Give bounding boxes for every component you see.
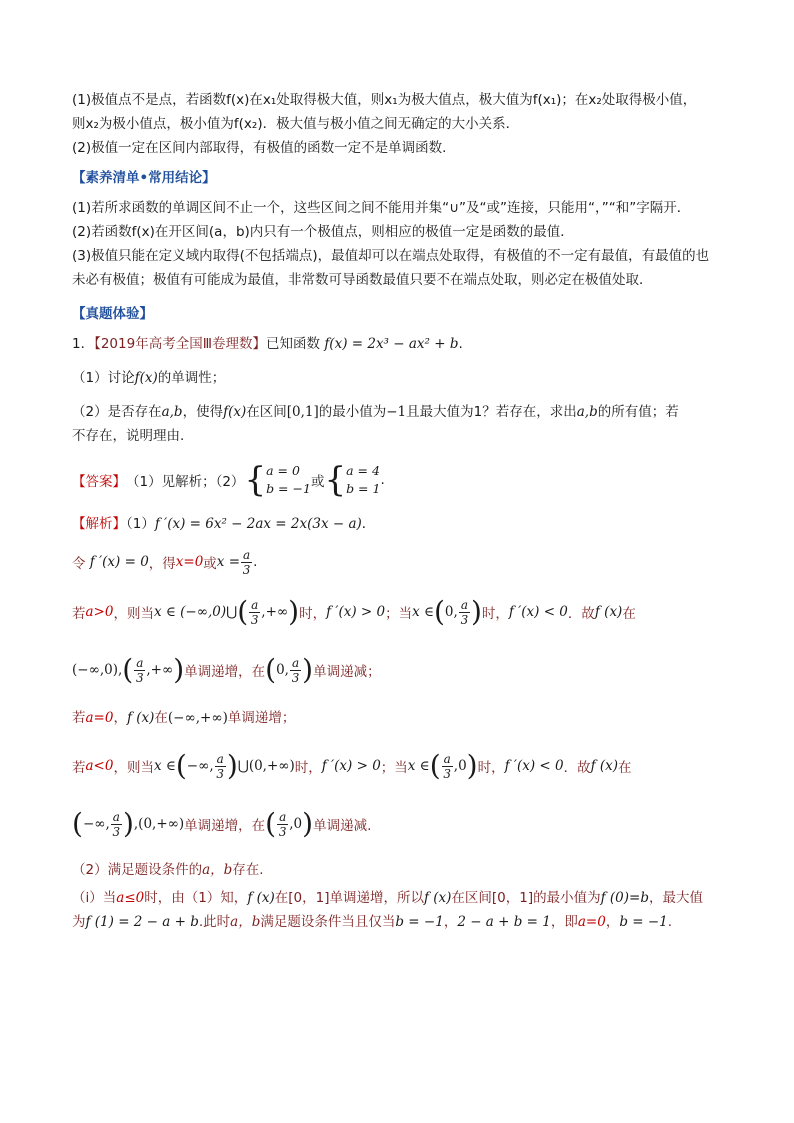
q2-func: f(x): [223, 404, 247, 420]
l6-t6: 在: [618, 760, 632, 776]
l4-frac2: [290, 656, 301, 685]
l6-neg: −∞,: [186, 758, 214, 774]
l10-t2: 满足题设条件当且仅当: [260, 914, 396, 930]
answer-or: 或: [310, 474, 325, 490]
l10-t4: ，: [605, 914, 620, 930]
conclusion-2: (2)若函数f(x)在开区间(a，b)内只有一个极值点，则相应的极值一定是函数的最值．: [72, 224, 574, 240]
l4-inf: ,+∞: [146, 662, 174, 678]
rparen: ): [466, 749, 478, 782]
l7-t2: 单调递减.: [313, 818, 372, 834]
analysis-line-6: [72, 744, 732, 788]
l3-t2: 时，: [299, 606, 327, 622]
l3-frac-n: a: [251, 597, 259, 612]
l3-t3: ；当: [385, 606, 413, 622]
l10-a0: a=0: [577, 914, 606, 930]
sys1-a: a = 0: [266, 463, 300, 478]
l9-cond: a≤0: [116, 890, 145, 906]
l6-x: x ∈: [153, 758, 176, 774]
l7-int: ,(0,+∞): [133, 816, 185, 832]
analysis-line-1: [72, 512, 732, 536]
problem-stem: [72, 332, 732, 356]
l4-frac: [134, 656, 145, 685]
lparen: (: [122, 653, 134, 686]
l6-t1: ，则当: [113, 760, 154, 776]
q1-post: 的单调性；: [157, 370, 226, 386]
l10-eq: 2 − a + b = 1: [457, 914, 551, 930]
l6-t5: ．故: [563, 760, 591, 776]
l4-t1: 单调递增，在: [184, 664, 266, 680]
l4-frac2-d: 3: [291, 670, 300, 685]
answer-tag: 【答案】: [72, 474, 126, 490]
q2-interval: [0,1]: [286, 404, 319, 420]
l7-neg: −∞,: [82, 816, 110, 832]
l10-b: b = −1: [395, 914, 444, 930]
q2-rest3: 的所有值；若: [597, 404, 679, 420]
l3-inf: ,+∞: [261, 604, 289, 620]
l6-frac-n: a: [216, 751, 224, 766]
l3-cond: a>0: [85, 604, 114, 620]
l9-t1: 时，由（1）知，: [144, 890, 248, 906]
q2-ab: a,b: [161, 404, 183, 420]
section-exam-heading: 【真题体验】: [72, 306, 153, 322]
l6-cond: a<0: [85, 758, 114, 774]
l5-f: f (x): [126, 710, 155, 726]
l6-f: f (x): [590, 758, 619, 774]
analysis-line-5: [72, 706, 732, 730]
analysis-line-7: [72, 802, 732, 846]
question-2: [72, 400, 732, 424]
rparen: ): [302, 807, 314, 840]
brace-2: {: [324, 460, 347, 500]
l6-t3: ；当: [380, 760, 408, 776]
l4-frac2-n: a: [291, 655, 300, 670]
l10-b2: b = −1: [619, 914, 668, 930]
answer-part1: （1）见解析；（2）: [126, 474, 245, 490]
derivative: f ′(x) = 6x² − 2ax = 2x(3x − a): [154, 516, 362, 532]
l2-x: x =: [216, 554, 241, 570]
l3-x: x ∈ (−∞,0): [153, 604, 227, 620]
q2-ab2: a,b: [576, 404, 598, 420]
l4-t2: 单调递减；: [313, 664, 381, 680]
l5-if: 若: [72, 710, 86, 726]
lparen: (: [265, 807, 277, 840]
l10-t1: .此时: [198, 914, 231, 930]
l3-t5: ．故: [567, 606, 595, 622]
q2-mid: ，使得: [182, 404, 224, 420]
sys1-b: b = −1: [266, 481, 311, 496]
l6-frac2-d: 3: [443, 766, 452, 781]
l7-frac2-d: 3: [278, 824, 287, 839]
note-2: (2)极值一定在区间内部取得，有极值的函数一定不是单调函数.: [72, 140, 447, 156]
l9-t2: 在[0，1]单调递增，所以: [274, 890, 424, 906]
conclusion-1: (1)若所求函数的单调区间不止一个，这些区间之间不能用并集“∪”及“或”连接，只能用“，”“和”字隔开．: [72, 200, 691, 216]
l6-t2: 时，: [294, 760, 322, 776]
l6-lt: f ′(x) < 0: [504, 758, 564, 774]
analysis-line-4: [72, 648, 732, 692]
l3-frac2-n: a: [460, 597, 468, 612]
l4-frac-n: a: [136, 655, 144, 670]
q2-pre: （2）是否存在: [72, 404, 162, 420]
lparen: (: [429, 749, 441, 782]
answer-end: .: [380, 472, 385, 488]
l6-gt: f ′(x) > 0: [321, 758, 381, 774]
l6-frac: [215, 752, 226, 781]
problem-source: 【2019年高考全国Ⅲ卷理数】: [94, 336, 267, 352]
q2-rest2: 且最大值为1？若存在，求出: [406, 404, 577, 420]
l4-zero: 0,: [276, 662, 289, 678]
l2-or: 或: [203, 556, 217, 572]
l3-zero: 0,: [444, 604, 458, 620]
l4-frac-d: 3: [135, 670, 144, 685]
rparen: ): [173, 653, 185, 686]
l3-frac: [249, 598, 260, 627]
l3-frac2: [459, 598, 470, 627]
q2-rest: 的最小值为: [318, 404, 387, 420]
analysis-line-10: [72, 910, 732, 934]
l2-eq: f ′(x) = 0: [89, 554, 149, 570]
question-1: [72, 366, 732, 390]
lparen: (: [237, 595, 249, 628]
rparen: ): [302, 653, 314, 686]
conclusion-3: (3)极值只能在定义域内取得(不包括端点)，最值却可以在端点处取得，有极值的不一定有最值，有最值的也: [72, 248, 710, 264]
l8-text: （2）满足题设条件的: [72, 862, 203, 878]
q2-in: 在区间: [246, 404, 287, 420]
l7-t1: 单调递增，在: [184, 818, 266, 834]
l10-end: .: [667, 914, 673, 930]
l6-x2: x ∈: [407, 758, 430, 774]
problem-number: 1．: [72, 336, 95, 352]
lparen: (: [433, 595, 445, 628]
l5-t2: 在: [154, 710, 168, 726]
system-2: [346, 462, 380, 498]
lparen: (: [265, 653, 277, 686]
analysis-line-8: [72, 858, 732, 882]
stem-text: 已知函数: [266, 336, 321, 352]
l10-t3: ，即: [550, 914, 578, 930]
l2-pre: 令: [72, 556, 86, 572]
rparen: ): [226, 749, 238, 782]
l3-gt: f ′(x) > 0: [326, 604, 386, 620]
l5-t1: ，: [113, 710, 127, 726]
l9-f0: f (0)=b: [600, 890, 649, 906]
l9-pre: （i）当: [72, 890, 117, 906]
lparen: (: [72, 807, 83, 840]
l7-frac-n: a: [112, 809, 120, 824]
l6-frac2-n: a: [443, 751, 451, 766]
l9-f: f (x): [247, 890, 275, 906]
l6-t4: 时，: [477, 760, 505, 776]
l10-pre: 为: [72, 914, 86, 930]
frac-num: a: [243, 547, 251, 562]
rparen: ): [288, 595, 300, 628]
lparen: (: [175, 749, 187, 782]
l7-frac2: [277, 810, 288, 839]
l2-x0: x=0: [175, 554, 204, 570]
conclusion-3-cont: 未必有极值；极值有可能成为最值，非常数可导函数最值只要不在端点处取，则必定在极值处取．: [72, 272, 653, 288]
l9-t3: 在区间[0，1]的最小值为: [451, 890, 601, 906]
sys2-a: a = 4: [346, 463, 380, 478]
l5-int: (−∞,+∞): [167, 710, 228, 726]
l9-t4: ，最大值: [649, 890, 703, 906]
l10-f1: f (1) = 2 − a + b: [85, 914, 199, 930]
l7-frac: [111, 810, 122, 839]
analysis-tag: 【解析】: [72, 516, 126, 532]
l8-ab: a，b: [202, 862, 233, 878]
note-1-cont: 则x₂为极小值点，极小值为f(x₂)．极大值与极小值之间无确定的大小关系．: [72, 116, 520, 132]
sys2-b: b = 1: [346, 481, 381, 496]
analysis-line-9: [72, 886, 732, 910]
brace-1: {: [244, 460, 267, 500]
function-definition: f(x) = 2x³ − ax² + b: [324, 336, 459, 352]
l3-union: ⋃: [226, 604, 238, 620]
l3-t4: 时，: [481, 606, 509, 622]
document-page: [72, 88, 732, 934]
l3-frac2-d: 3: [460, 612, 469, 627]
l1-end: ．: [361, 516, 376, 532]
l3-f: f (x): [594, 604, 623, 620]
l6-if: 若: [72, 760, 86, 776]
l6-union: ⋃(0,+∞): [237, 758, 295, 774]
l8-t: 存在.: [232, 862, 264, 878]
l2-mid: ，得: [148, 556, 176, 572]
l5-t3: 单调递增；: [227, 710, 296, 726]
fraction-a-over-3: [241, 548, 252, 577]
l3-lt: f ′(x) < 0: [508, 604, 568, 620]
l9-f2: f (x): [423, 890, 452, 906]
rparen: ): [122, 807, 134, 840]
l3-t1: ，则当: [113, 606, 154, 622]
l5-cond: a=0: [85, 710, 114, 726]
l4-int: (−∞,0),: [72, 662, 123, 678]
analysis-line-2: 令 f ′(x) = 0 ，得 x=0 或 x = $\frac{a}{3}$ .: [72, 547, 258, 577]
l7-zero: ,0: [289, 816, 303, 832]
l1-pre: （1）: [126, 516, 155, 532]
l3-x2: x ∈: [412, 604, 434, 620]
stem-end: .: [458, 336, 463, 352]
question-2-cont: 不存在，说明理由.: [72, 428, 185, 444]
note-1: (1)极值点不是点，若函数f(x)在x₁处取得极大值，则x₁为极大值点，极大值为f(x₁)；在x₂处取得极小值，: [72, 92, 697, 108]
q1-pre: （1）讨论: [72, 370, 135, 386]
l3-t6: 在: [622, 606, 636, 622]
l10-ab: a，b: [230, 914, 261, 930]
l6-frac2: [442, 752, 453, 781]
q1-func: f(x): [134, 370, 158, 386]
q2-minus-one: −1: [386, 404, 407, 420]
rparen: ): [470, 595, 482, 628]
analysis-line-3: [72, 590, 732, 634]
l6-frac-d: 3: [216, 766, 225, 781]
l7-frac2-n: a: [279, 809, 287, 824]
frac-den: 3: [242, 562, 251, 577]
answer-line: [72, 458, 732, 502]
l6-zero: ,0: [453, 758, 467, 774]
l3-frac-d: 3: [250, 612, 259, 627]
l7-frac-d: 3: [112, 824, 121, 839]
l10-c: ，: [443, 914, 458, 930]
l3-if: 若: [72, 606, 86, 622]
system-1: [266, 462, 311, 498]
section-conclusion-heading: 【素养清单•常用结论】: [72, 170, 216, 186]
